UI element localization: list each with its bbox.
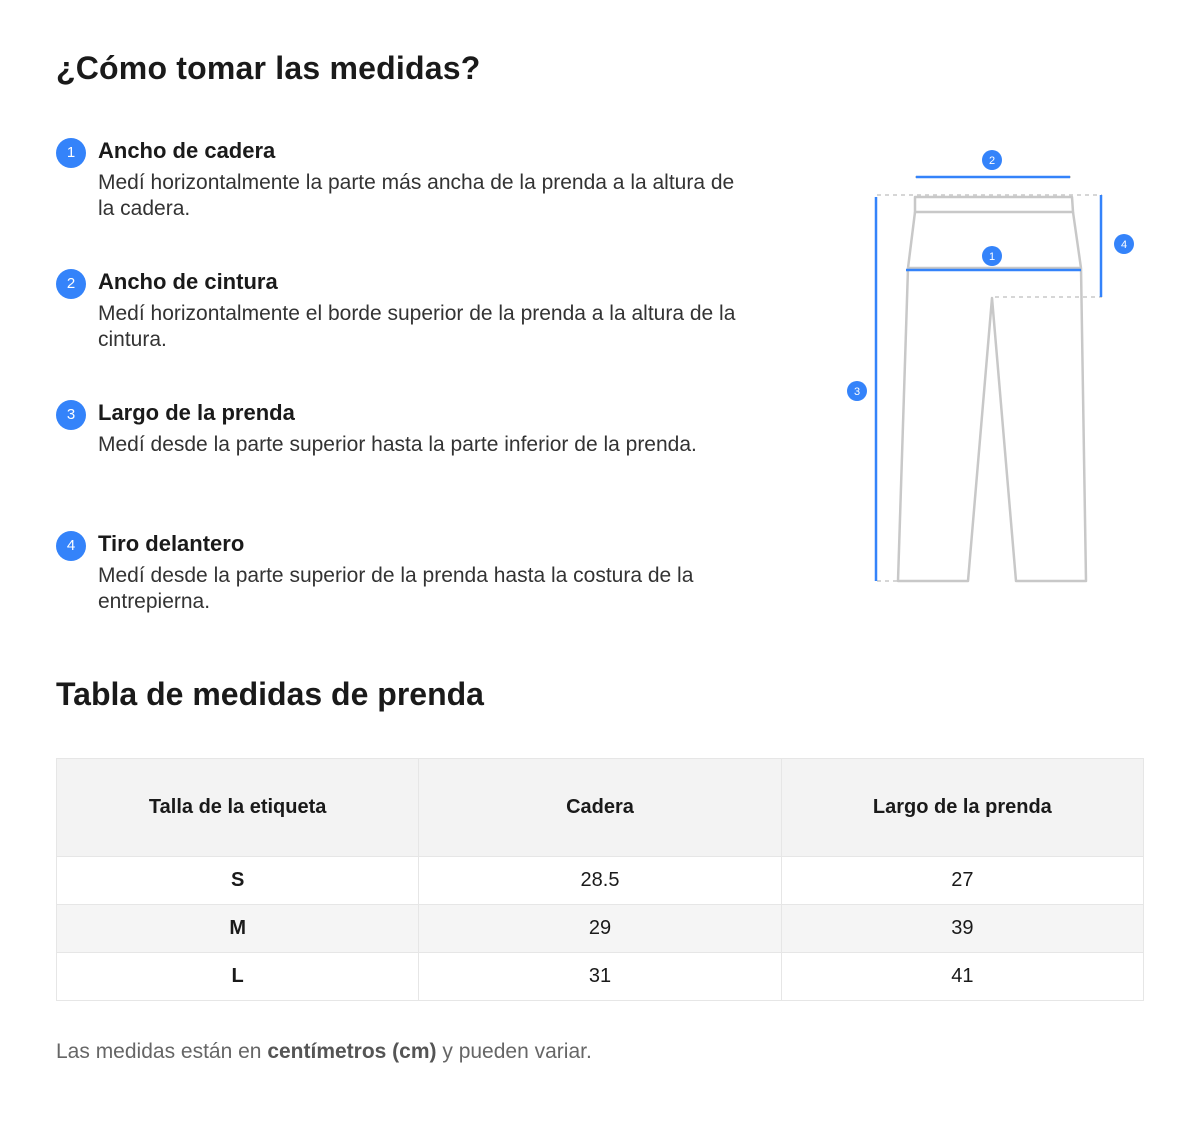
cell-size: S — [57, 857, 419, 905]
step-title: Ancho de cadera — [98, 138, 276, 163]
svg-text:4: 4 — [1120, 239, 1128, 251]
step-description: Medí horizontalmente el borde superior de la prenda a la altura de la cintura. — [98, 302, 736, 351]
page-title: ¿Cómo tomar las medidas? — [56, 50, 481, 86]
step-description: Medí desde la parte superior de la prenda hasta la costura de la entrepierna. — [98, 564, 694, 613]
marker-2-icon — [982, 150, 1002, 170]
cell-hip: 31 — [419, 953, 781, 1001]
footnote-suffix: y pueden variar. — [436, 1040, 592, 1063]
header-size-label: Talla de la etiqueta — [57, 759, 419, 857]
cell-size: M — [57, 905, 419, 953]
measure-lines — [876, 177, 1101, 581]
cell-size: L — [57, 953, 419, 1001]
marker-4-icon — [1114, 234, 1134, 254]
table-row — [57, 857, 1144, 905]
table-row — [57, 953, 1144, 1001]
footnote-prefix: Las medidas están en — [56, 1040, 268, 1063]
step-title: Ancho de cintura — [98, 269, 278, 294]
measurement-steps — [56, 136, 756, 660]
cell-length: 27 — [781, 857, 1143, 905]
header-hip: Cadera — [419, 759, 781, 857]
cell-hip: 28.5 — [419, 857, 781, 905]
svg-text:3: 3 — [853, 386, 861, 398]
step-waist-width — [56, 267, 756, 398]
svg-text:1: 1 — [988, 251, 996, 263]
marker-3-icon — [847, 381, 867, 401]
pants-measurement-icon — [840, 140, 1140, 600]
svg-text:2: 2 — [988, 155, 996, 167]
footnote-unit: centímetros (cm) — [267, 1040, 437, 1063]
step-hip-width — [56, 136, 756, 267]
cell-hip: 29 — [419, 905, 781, 953]
size-table-title: Tabla de medidas de prenda — [56, 676, 484, 712]
step-description: Medí horizontalmente la parte más ancha de la prenda a la altura de la cadera. — [98, 171, 735, 220]
table-row — [57, 905, 1144, 953]
footnote — [56, 1040, 592, 1064]
step-garment-length — [56, 398, 756, 529]
step-number-badge: 1 — [56, 138, 86, 168]
table-header-row — [57, 759, 1144, 857]
size-table — [56, 758, 1144, 1001]
step-description: Medí desde la parte superior hasta la parte inferior de la prenda. — [98, 433, 697, 456]
cell-length: 39 — [781, 905, 1143, 953]
header-length: Largo de la prenda — [781, 759, 1143, 857]
pants-diagram — [840, 140, 1140, 600]
step-title: Largo de la prenda — [98, 400, 295, 425]
step-front-rise — [56, 529, 756, 660]
cell-length: 41 — [781, 953, 1143, 1001]
marker-1-icon — [982, 246, 1002, 266]
step-number-badge: 2 — [56, 269, 86, 299]
step-number-badge: 4 — [56, 531, 86, 561]
step-number-badge: 3 — [56, 400, 86, 430]
step-title: Tiro delantero — [98, 531, 245, 556]
